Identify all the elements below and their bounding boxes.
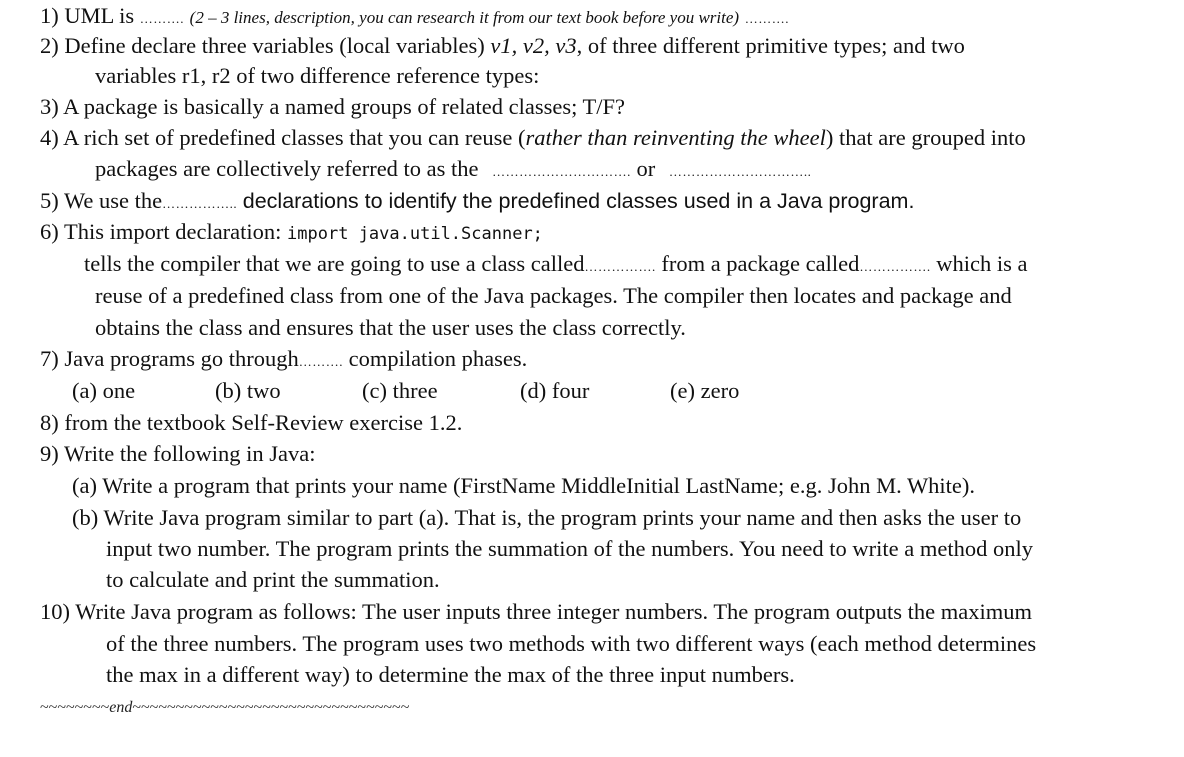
answer-blank: …………………………. (492, 164, 631, 179)
question-text: or (636, 156, 656, 181)
question-text: ) that are grouped into (825, 125, 1026, 150)
question-9a: (a) Write a program that prints your name (FirstName MiddleInitial LastName; e.g. John M. White). (72, 473, 976, 498)
question-text: from a package called (661, 251, 860, 276)
tilde-rule: ~~~~~~~~~~~~~~~~~~~~~~~~~~~~~~~~ (132, 699, 410, 716)
question-6-continued: reuse of a predefined class from one of the Java packages. The compiler then locates and package and (95, 283, 1012, 308)
question-emphasis: rather than reinventing the wheel (525, 125, 826, 150)
question-9b: (b) Write Java program similar to part (a). That is, the program prints your name and then asks the user to (72, 505, 1022, 530)
question-10-continued: the max in a different way) to determine the max of the three input numbers. (106, 662, 795, 687)
question-text: compilation phases. (348, 346, 528, 371)
variable-names: v1, v2, v3 (490, 33, 577, 58)
question-text: This import declaration: (63, 219, 282, 244)
question-text: A package is basically a named groups of related classes; T/F? (63, 94, 626, 119)
option-d: (d) four (520, 378, 590, 403)
question-number: 1) (40, 3, 59, 28)
question-text: which is a (936, 251, 1028, 276)
question-number: 6) (40, 219, 59, 244)
question-hint: (2 – 3 lines, description, you can research it from our text book before you write) (189, 8, 740, 27)
question-4 (40, 124, 1026, 152)
answer-blank: ………. (744, 11, 789, 26)
question-6-continued (84, 250, 1027, 281)
question-6 (40, 218, 543, 248)
option-c: (c) three (362, 378, 438, 403)
question-text: Write Java program as follows: The user inputs three integer numbers. The program outputs the maximum (75, 599, 1033, 624)
question-text: UML is (64, 3, 135, 28)
question-number: 3) (40, 94, 59, 119)
question-10 (40, 598, 1032, 626)
answer-blank: ……………. (859, 259, 931, 274)
question-text: , of three different primitive types; and two (576, 33, 965, 58)
option-e: (e) zero (670, 378, 740, 403)
question-text: packages are collectively referred to as the (95, 156, 479, 181)
question-text: We use the (63, 188, 163, 213)
end-text: end (109, 699, 133, 716)
question-6-continued: obtains the class and ensures that the user uses the class correctly. (95, 315, 686, 340)
question-number: 4) (40, 125, 59, 150)
question-text: A rich set of predefined classes that you can reuse ( (63, 125, 526, 150)
question-9b-continued: input two number. The program prints the summation of the numbers. You need to write a method only (106, 536, 1033, 561)
question-text: Define declare three variables (local variables) (64, 33, 491, 58)
answer-blank: ………. (298, 354, 343, 369)
question-7-options (72, 377, 135, 405)
question-8 (40, 409, 462, 437)
answer-blank: …………….. (162, 196, 238, 211)
question-4-continued (95, 155, 811, 186)
question-text: from the textbook Self-Review exercise 1.2. (64, 410, 463, 435)
question-text: Java programs go through (64, 346, 299, 371)
question-2-continued: variables r1, r2 of two difference reference types: (95, 63, 540, 88)
question-number: 5) (40, 188, 59, 213)
tilde-rule: ~~~~~~~~ (40, 699, 110, 716)
question-7 (40, 345, 527, 376)
question-5 (40, 187, 914, 218)
question-10-continued: of the three numbers. The program uses two methods with two different ways (each method determines (106, 631, 1037, 656)
question-1 (40, 2, 789, 33)
code-snippet: import java.util.Scanner; (287, 224, 543, 244)
question-number: 7) (40, 346, 59, 371)
question-number: 2) (40, 33, 59, 58)
end-marker (40, 694, 409, 722)
answer-blank: ………………………….. (668, 164, 812, 179)
answer-blank: ………. (139, 11, 185, 26)
question-9 (40, 440, 316, 468)
option-a: (a) one (72, 378, 136, 403)
question-number: 8) (40, 410, 59, 435)
question-2 (40, 32, 965, 60)
question-9b-continued: to calculate and print the summation. (106, 567, 440, 592)
question-text: Write the following in Java: (63, 441, 316, 466)
option-b: (b) two (215, 378, 281, 403)
question-text: tells the compiler that we are going to use a class called (84, 251, 585, 276)
answer-blank: ……………. (584, 259, 656, 274)
question-text: declarations to identify the predefined classes used in a Java program. (242, 189, 915, 213)
question-number: 10) (40, 599, 70, 624)
question-3 (40, 93, 625, 121)
question-number: 9) (40, 441, 59, 466)
